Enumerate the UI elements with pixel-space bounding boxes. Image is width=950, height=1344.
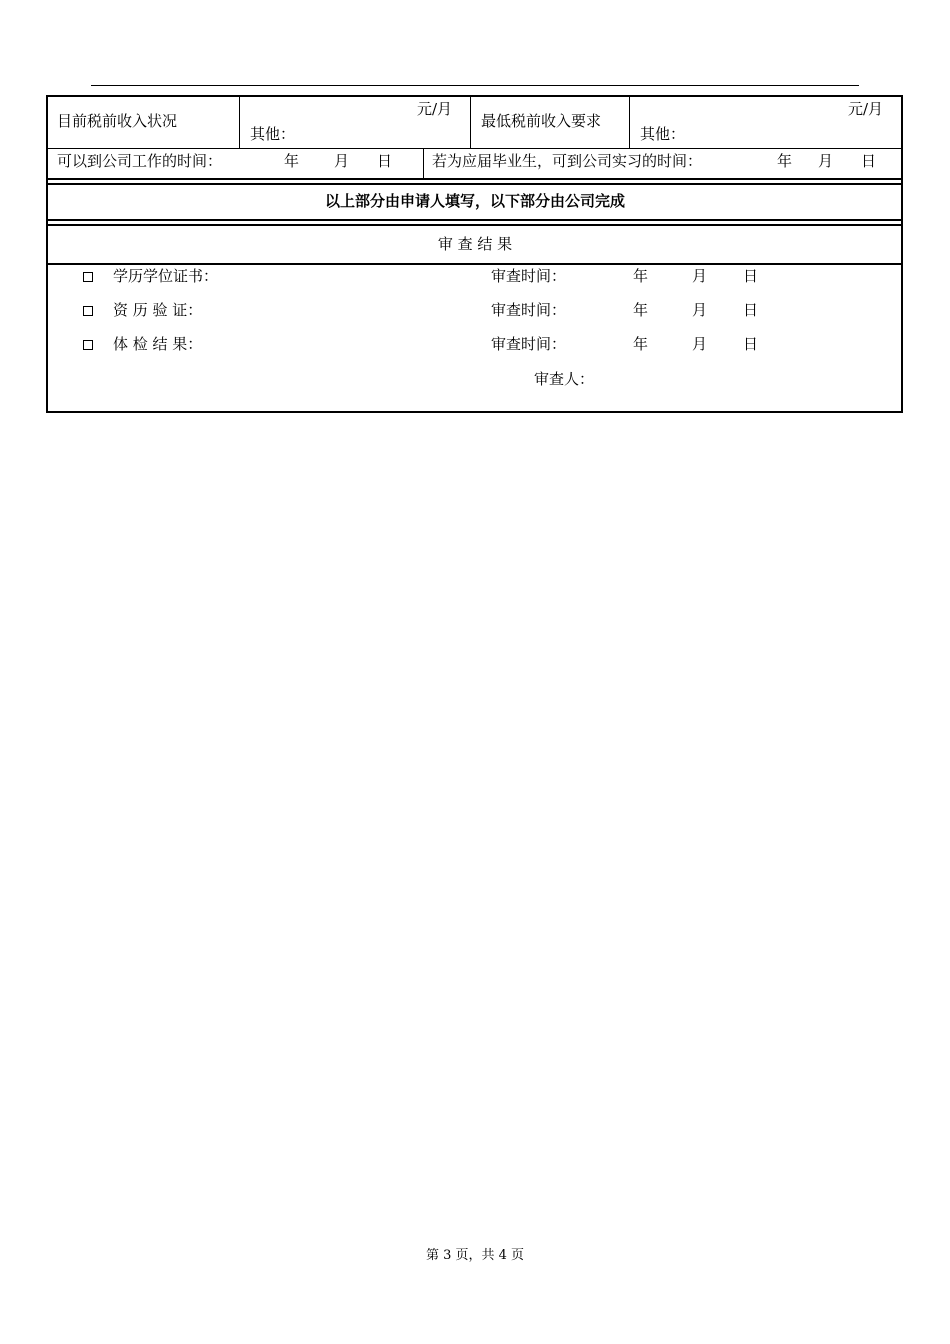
min-income-other-label: 其他： bbox=[640, 125, 686, 143]
page-number: 第 3 页，共 4 页 bbox=[425, 1248, 525, 1263]
section-divider-text: 以上部分由申请人填写，以下部分由公司完成 bbox=[324, 192, 625, 210]
reviewer-label: 审查人： bbox=[534, 370, 595, 388]
intern-month-label: 月 bbox=[818, 152, 834, 170]
certificate-label: 学历学位证书： bbox=[113, 267, 219, 285]
experience-month-label: 月 bbox=[692, 301, 708, 319]
medical-day-label: 日 bbox=[743, 335, 759, 353]
certificate-review-time-label: 审查时间： bbox=[491, 267, 567, 285]
current-income-unit: 元/月 bbox=[417, 100, 453, 118]
experience-label: 资 历 验 证： bbox=[113, 301, 203, 319]
start-month-label: 月 bbox=[334, 152, 350, 170]
current-income-label: 目前税前收入状况 bbox=[57, 112, 178, 130]
experience-review-time-label: 审查时间： bbox=[491, 301, 567, 319]
intern-year-label: 年 bbox=[777, 152, 793, 170]
current-income-other-label: 其他： bbox=[250, 125, 296, 143]
start-day-label: 日 bbox=[377, 152, 393, 170]
experience-day-label: 日 bbox=[743, 301, 759, 319]
start-year-label: 年 bbox=[284, 152, 300, 170]
header-rule bbox=[91, 85, 859, 86]
certificate-checkbox[interactable] bbox=[83, 272, 93, 282]
form-table bbox=[46, 95, 903, 413]
medical-review-time-label: 审查时间： bbox=[491, 335, 567, 353]
certificate-month-label: 月 bbox=[692, 267, 708, 285]
intern-date-label: 若为应届毕业生，可到公司实习的时间： bbox=[432, 152, 703, 170]
min-income-label: 最低税前收入要求 bbox=[481, 112, 602, 130]
review-title: 审 查 结 果 bbox=[437, 235, 513, 253]
certificate-year-label: 年 bbox=[633, 267, 649, 285]
min-income-unit: 元/月 bbox=[848, 100, 884, 118]
certificate-day-label: 日 bbox=[743, 267, 759, 285]
medical-checkbox[interactable] bbox=[83, 340, 93, 350]
intern-day-label: 日 bbox=[861, 152, 877, 170]
start-date-label: 可以到公司工作的时间： bbox=[57, 152, 223, 170]
medical-label: 体 检 结 果： bbox=[113, 335, 203, 353]
medical-year-label: 年 bbox=[633, 335, 649, 353]
medical-month-label: 月 bbox=[692, 335, 708, 353]
experience-checkbox[interactable] bbox=[83, 306, 93, 316]
experience-year-label: 年 bbox=[633, 301, 649, 319]
